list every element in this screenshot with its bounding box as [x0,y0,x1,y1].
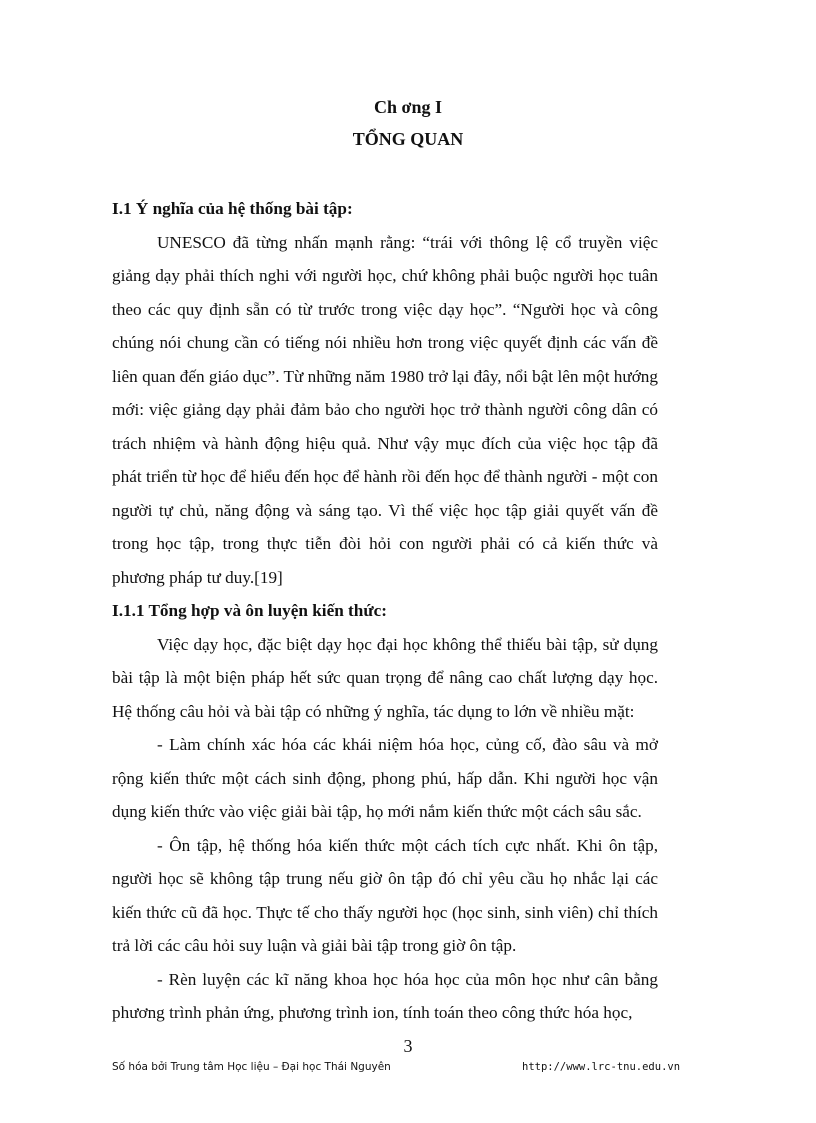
paragraph: Việc dạy học, đặc biệt dạy học đại học không thể thiếu bài tập, sử dụng bài tập là một biện pháp hết sức quan trọng để nâng cao chất lượng dạy học. Hệ thống câu hỏi và bài tập có những ý nghĩa, tác dụng to lớn về nhiều mặt: [112,634,658,721]
section-heading: I.1 Ý nghĩa của hệ thống bài tập: [112,199,353,218]
bullet-paragraph: - Rèn luyện các kĩ năng khoa học hóa học của môn học như cân bằng phương trình phản ứng, phương trình ion, tính toán theo công thức hóa học, [112,969,658,1022]
paragraph: UNESCO đã từng nhấn mạnh rằng: “trái với thông lệ cổ truyền việc giảng dạy phải thích nghi với người học, chứ không phải buộc người học tuân theo các quy định sẵn có từ trước trong việc dạy học”. “Người học và công chúng nói chung cần có tiếng nói nhiều hơn trong việc quyết định các vấn đề liên quan đến giáo dục”. Từ những năm 1980 trở lại đây, nổi bật lên một hướng mới: việc giảng dạy phải đảm bảo cho người học trở thành người công dân có trách nhiệm và hành động hiệu quả. Như vậy mục đích của việc học tập đã phát triển từ học để hiểu đến học để hành rồi đến học để thành người - một con người tự chủ, năng động và sáng tạo. Vì thế việc học tập giải quyết vấn đề trong học tập, trong thực tiễn đòi hỏi con người phải có cả kiến thức và phương pháp tư duy.[19] [112,232,658,587]
bullet-paragraph: - Làm chính xác hóa các khái niệm hóa học, củng cố, đào sâu và mở rộng kiến thức một cách sinh động, phong phú, hấp dẫn. Khi người học vận dụng kiến thức vào việc giải bài tập, họ mới nắm kiến thức một cách sâu sắc. [112,735,658,821]
chapter-label: Ch ơng I [374,97,442,117]
bullet-paragraph: - Ôn tập, hệ thống hóa kiến thức một cách tích cực nhất. Khi ôn tập, người học sẽ không tập trung nếu giờ ôn tập đó chỉ yêu cầu họ nhắc lại các kiến thức cũ đã học. Thực tế cho thấy người học (học sinh, sinh viên) chỉ thích trả lời các câu hỏi suy luận và giải bài tập trong giờ ôn tập. [112,835,658,955]
page-number: 3 [403,1036,413,1056]
footer-source: Số hóa bởi Trung tâm Học liệu – Đại học Thái Nguyên [112,1061,391,1073]
footer-url[interactable]: http://www.lrc-tnu.edu.vn [522,1061,681,1073]
chapter-title: TỔNG QUAN [352,129,464,149]
document-body [112,192,658,1030]
subsection-heading: I.1.1 Tổng hợp và ôn luyện kiến thức: [112,601,388,620]
